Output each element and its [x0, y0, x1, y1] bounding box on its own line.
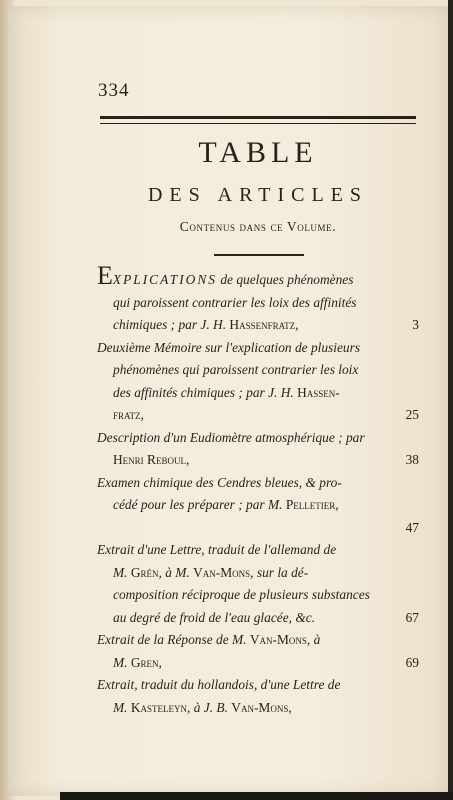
entry-author: Kasteleyn — [130, 699, 188, 715]
toc-entry — [97, 629, 419, 674]
header-rule-thin — [100, 123, 416, 124]
entry-text: Deuxième Mémoire sur l'explication de plusieurs — [97, 339, 361, 355]
entry-text: M. — [113, 564, 131, 580]
entry-author: Pelletier, — [285, 497, 339, 512]
entry-text: , à J. B. — [187, 699, 232, 715]
entry-text: M. — [113, 699, 131, 715]
entry-text: Extrait, traduit du hollandois, d'une Lettre de — [97, 677, 341, 692]
entry-text: , — [158, 654, 162, 670]
entry-page-number: 38 — [405, 452, 419, 467]
toc-entry — [97, 539, 419, 629]
entry-text: au degré de froid de l'eau glacée, &c. — [113, 609, 316, 625]
entry-author: Grén — [130, 564, 159, 580]
entry-text: de quelques phénomènes — [216, 272, 354, 287]
entry-text: composition réciproque de plusieurs substances — [113, 587, 370, 602]
entry-text: chimiques ; par J. H. — [113, 317, 230, 332]
entry-page-number: 47 — [405, 519, 419, 535]
entry-text: qui paroissent contrarier les loix des affinités — [113, 294, 357, 310]
entry-text: , à — [306, 632, 321, 647]
header-rule-thick — [100, 116, 416, 119]
entry-author: fratz, — [113, 407, 144, 422]
toc-entry — [97, 674, 419, 719]
entry-text: Extrait de la Réponse de M. — [97, 632, 250, 647]
entry-text: Extrait d'une Lettre, traduit de l'allemand de — [97, 542, 337, 557]
entry-lead: XPLICATIONS — [112, 272, 217, 287]
entry-text: M. — [113, 654, 131, 670]
entry-author: Van-Mons — [249, 632, 307, 647]
entry-author: Van-Mons — [231, 699, 289, 715]
entry-text: des affinités chimiques ; par J. H. — [113, 384, 298, 400]
drop-cap: E — [97, 261, 113, 290]
entry-author: Hassenfratz — [229, 317, 296, 332]
entry-page-number: 25 — [405, 407, 419, 422]
entry-page-number: 3 — [412, 317, 419, 332]
entry-page-number: 69 — [405, 654, 419, 670]
entry-author: Hassen- — [297, 384, 340, 400]
entry-author: Henri Reboul, — [113, 452, 190, 467]
entry-text: phénomènes qui paroissent contrarier les loix — [113, 362, 359, 377]
toc-entry — [97, 472, 419, 540]
toc-entry: EXPLICATIONS de quelques phénomènes qui paroissent contrarier les loix des affinités chimiques ; par J. H. Hassenfratz, 3 — [97, 267, 419, 337]
entry-author: Van-Mons — [193, 564, 251, 580]
table-of-contents — [97, 261, 419, 719]
entry-text: cédé pour les préparer ; par M. — [113, 497, 286, 512]
entry-text: Description d'un Eudiomètre atmosphérique ; par — [97, 429, 365, 445]
page-subtitle-contents: Contenus dans ce Volume. — [179, 219, 337, 234]
entry-text: Examen chimique des Cendres bleues, & pro- — [97, 474, 342, 490]
page-title: TABLE — [198, 136, 318, 169]
page-edge — [448, 0, 453, 800]
toc-entry — [97, 427, 419, 472]
entry-text: , à M. — [158, 564, 194, 580]
entry-text: , sur la dé- — [250, 564, 309, 580]
toc-entry — [97, 337, 419, 427]
page-bottom-edge — [60, 792, 453, 800]
page-number: 334 — [98, 80, 130, 101]
entry-author: Gren — [130, 654, 159, 670]
entry-page-number: 67 — [405, 609, 419, 625]
ornamental-rule — [214, 254, 304, 256]
page-subtitle: DES ARTICLES — [147, 184, 369, 206]
entry-text: , — [288, 699, 292, 715]
